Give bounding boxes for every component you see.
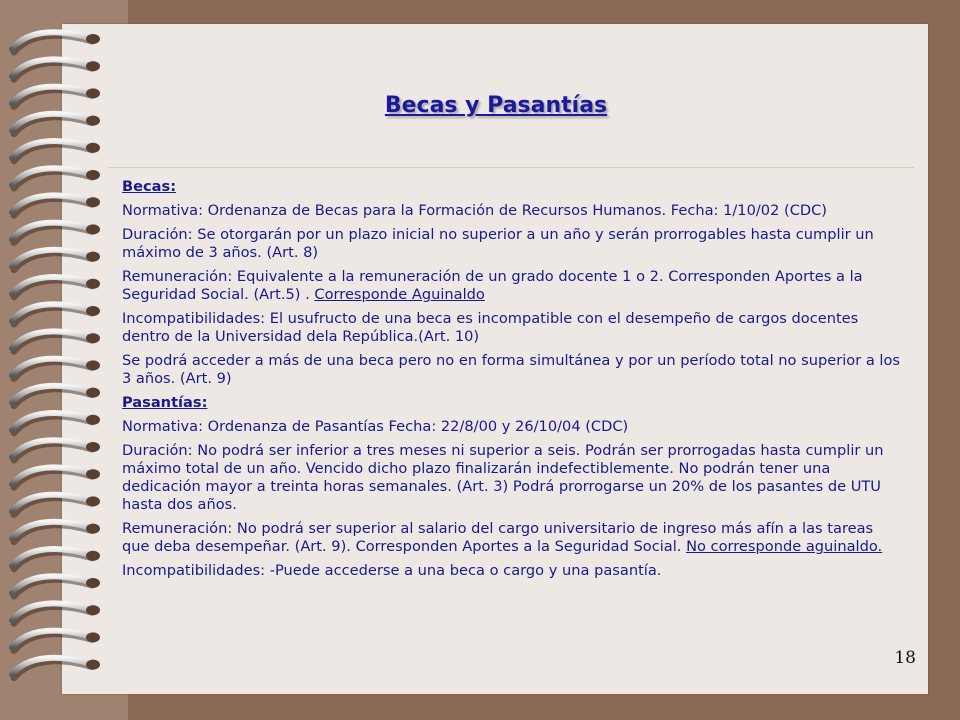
title-divider <box>108 167 914 168</box>
pasantias-incompatibilidades: Incompatibilidades: -Puede accederse a una beca o cargo y una pasantía. <box>122 562 662 579</box>
binding-ring <box>12 631 100 651</box>
becas-aguinaldo-note: Corresponde Aguinaldo <box>314 286 485 303</box>
page-title: Becas y Pasantías <box>384 93 608 118</box>
binding-ring <box>12 386 100 406</box>
slide-content <box>122 178 904 586</box>
binding-ring <box>12 359 100 379</box>
binding-ring <box>12 32 100 52</box>
binding-ring <box>12 331 100 351</box>
binding-ring <box>12 658 100 678</box>
becas-acceso: Se podrá acceder a más de una beca pero no en forma simultánea y por un período total no superior a los 3 años. (Art. 9) <box>122 352 901 387</box>
pasantias-remuneracion <box>122 520 904 556</box>
binding-ring <box>12 195 100 215</box>
binding-ring <box>12 549 100 569</box>
binding-ring <box>12 59 100 79</box>
binding-ring <box>12 250 100 270</box>
becas-normativa: Normativa: Ordenanza de Becas para la Formación de Recursos Humanos. Fecha: 1/10/02 (CDC) <box>122 202 828 219</box>
binding-ring <box>12 277 100 297</box>
binding-ring <box>12 304 100 324</box>
becas-incompatibilidades: Incompatibilidades: El usufructo de una beca es incompatible con el desempeño de cargos docentes dentro de la Universidad dela República.(Art. 10) <box>122 310 859 345</box>
binding-ring <box>12 223 100 243</box>
binding-ring <box>12 440 100 460</box>
binding-ring <box>12 603 100 623</box>
binding-ring <box>12 141 100 161</box>
pasantias-remuneracion-text: Remuneración: No podrá ser superior al salario del cargo universitario de ingreso más afín a las tareas que deba desempeñar. (Art. 9). Corresponden Aportes a la Seguridad Social. <box>122 520 874 555</box>
pasantias-aguinaldo-note: No corresponde aguinaldo. <box>686 538 883 555</box>
binding-ring <box>12 168 100 188</box>
page-number: 18 <box>894 648 916 668</box>
pasantias-heading: Pasantías: <box>122 394 208 411</box>
pasantias-normativa: Normativa: Ordenanza de Pasantías Fecha: 22/8/00 y 26/10/04 (CDC) <box>122 418 629 435</box>
binding-ring <box>12 467 100 487</box>
binding-ring <box>12 522 100 542</box>
binding-ring <box>12 413 100 433</box>
pasantias-duracion: Duración: No podrá ser inferior a tres meses ni superior a seis. Podrán ser prorrogadas hasta cumplir un máximo total de un año. Vencido dicho plazo finalizarán indefectiblemente. No podrán tener una dedicación mayor a treinta horas semanales. (Art. 3) Podrá prorrogarse un 20% de los pasantes de UTU hasta dos años. <box>122 442 884 513</box>
binding-ring <box>12 576 100 596</box>
becas-heading: Becas: <box>122 178 177 195</box>
becas-remuneracion <box>122 268 904 304</box>
binding-ring <box>12 495 100 515</box>
becas-remuneracion-text: Remuneración: Equivalente a la remuneración de un grado docente 1 o 2. Corresponden Aportes a la Seguridad Social. (Art.5) . <box>122 268 863 303</box>
becas-duracion: Duración: Se otorgarán por un plazo inicial no superior a un año y serán prorrogables hasta cumplir un máximo de 3 años. (Art. 8) <box>122 226 874 261</box>
